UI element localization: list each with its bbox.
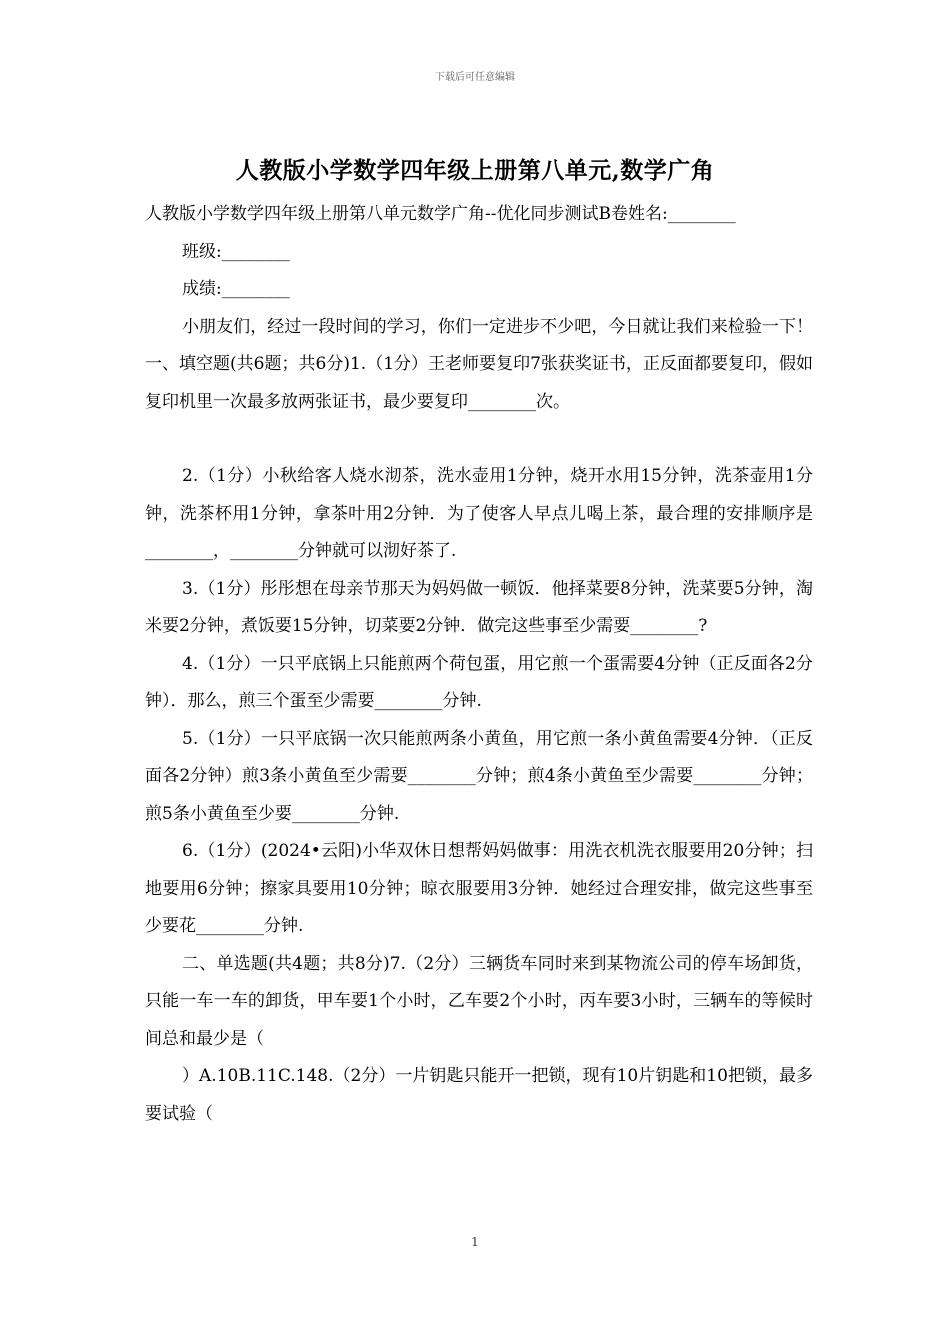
document-title: 人教版小学数学四年级上册第八单元,数学广角 [235, 157, 715, 184]
section-2-question-7: 二、单选题(共4题；共8分)7.（2分）三辆货车同时来到某物流公司的停车场卸货，只能一车一车的卸货，甲车要1个小时，乙车要2个小时，丙车要3小时，三辆车的等候时间总和最少是（ [145, 953, 813, 1049]
class-line: 班级:________ [182, 241, 290, 262]
header-note: 下载后可任意编辑 [435, 72, 515, 83]
question-8: ）A.10B.11C.148.（2分）一片钥匙只能开一把锁，现有10片钥匙和10把锁，最多要试验（ [145, 1066, 813, 1124]
subtitle-name-line: 人教版小学数学四年级上册第八单元数学广角--优化同步测试B卷姓名:________ [145, 204, 736, 224]
question-6: 6.（1分）(2024•云阳)小华双休日想帮妈妈做事：用洗衣机洗衣服要用20分钟；扫地要用6分钟；擦家具要用10分钟；晾衣服要用3分钟．她经过合理安排，做完这些事至少要花________分钟. [145, 841, 813, 936]
intro-question-1: 小朋友们，经过一段时间的学习，你们一定进步不少吧，今日就让我们来检验一下！一、填空题(共6题；共6分)1.（1分）王老师要复印7张获奖证书，正反面都要复印，假如复印机里一次最多放两张证书，最少要复印________次。 [145, 316, 813, 412]
question-4: 4.（1分）一只平底锅上只能煎两个荷包蛋，用它煎一个蛋需要4分钟（正反面各2分钟）．那么，煎三个蛋至少需要________分钟. [145, 653, 813, 711]
blank-line [145, 421, 813, 458]
document-body [145, 196, 813, 1133]
question-2: 2.（1分）小秋给客人烧水沏茶，洗水壶用1分钟，烧开水用15分钟，洗茶壶用1分钟，洗茶杯用1分钟，拿茶叶用2分钟．为了使客人早点儿喝上茶，最合理的安排顺序是________，________分钟就可以沏好茶了. [145, 466, 813, 561]
score-line: 成绩:________ [182, 279, 290, 299]
question-5: 5.（1分）一只平底锅一次只能煎两条小黄鱼，用它煎一条小黄鱼需要4分钟．（正反面各2分钟）煎3条小黄鱼至少需要________分钟；煎4条小黄鱼至少需要________分钟；煎5条小黄鱼至少要________分钟. [145, 728, 813, 824]
page-number: 1 [471, 1235, 479, 1249]
question-3: 3.（1分）彤彤想在母亲节那天为妈妈做一顿饭．他择菜要8分钟，洗菜要5分钟，淘米要2分钟，煮饭要15分钟，切菜要2分钟．做完这些事至少需要________? [145, 578, 813, 636]
